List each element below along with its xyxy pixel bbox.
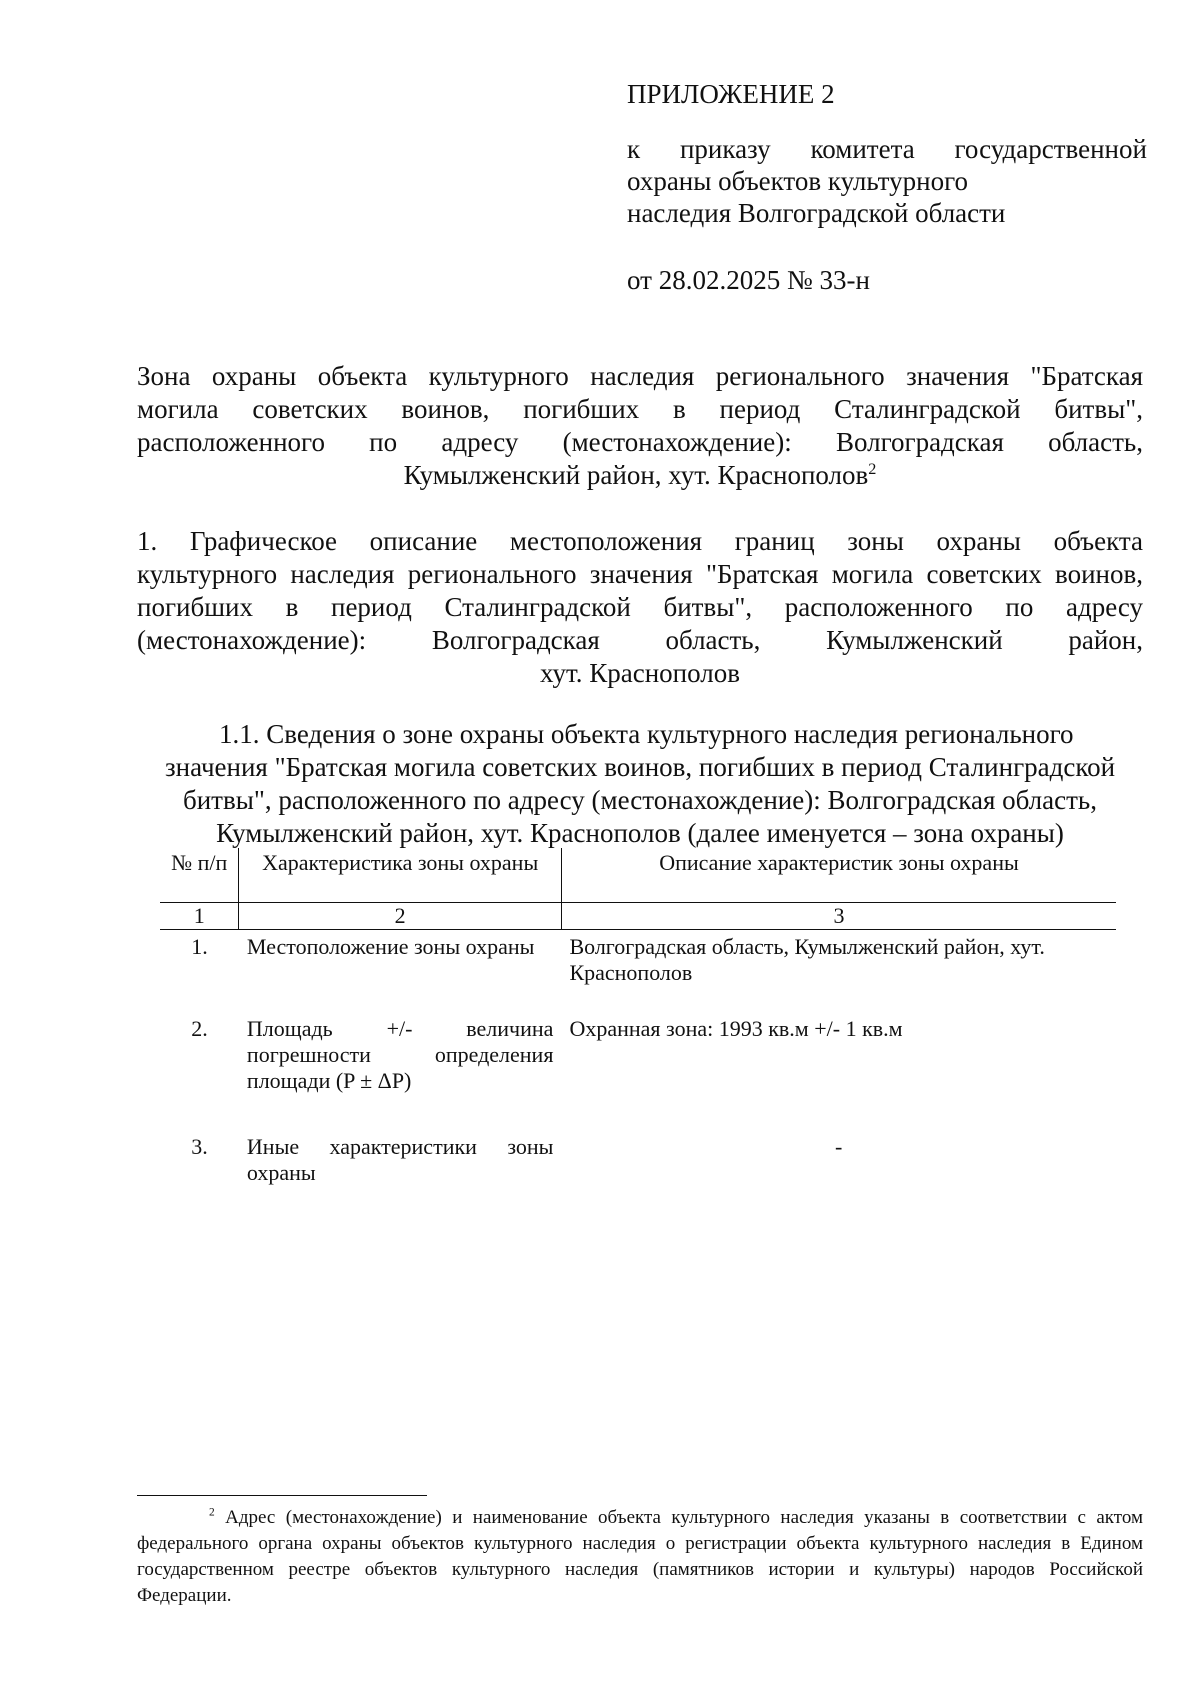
table-row: 3. Иные характеристики зоны охраны - <box>191 1134 843 1185</box>
zone-characteristics-table <box>160 848 1116 1194</box>
footnote-marker: 2 <box>209 1506 215 1519</box>
appendix-order-reference <box>627 133 1147 229</box>
order-date-number: от 28.02.2025 № 33-н <box>627 265 870 295</box>
section-1-title: 1. Графическое описание местоположения границ зоны охраны объекта культурного наследия регионального значения "Братская могила советских воинов, погибших в период Сталинградской битвы", расположенного по адресу (местонахождение): Волгоградская область, Кумылженский район, хут. Краснополов <box>137 526 1143 688</box>
footnote-reference: 2 <box>868 460 877 478</box>
table-column-numbers-row: 1 2 3 <box>160 903 1116 930</box>
appendix-title: ПРИЛОЖЕНИЕ 2 <box>627 79 835 109</box>
header-characteristic: Характеристика зоны охраны <box>239 848 562 903</box>
order-reference-line-2: охраны объектов культурного <box>627 166 968 196</box>
header-number: № п/п <box>160 848 239 903</box>
section-1-1-title: 1.1. Сведения о зоне охраны объекта культурного наследия регионального значения "Братская могила советских воинов, погибших в период Сталинградской битвы", расположенного по адресу (местонахождение): Волгоградская область, Кумылженский район, хут. Краснополов (далее именуется – зона охраны) <box>164 719 1116 848</box>
order-reference-line-3: наследия Волгоградской области <box>627 198 1006 228</box>
table-row: 2. Площадь +/- величина погрешности определения площади (P ± ΔP) Охранная зона: 1993 кв.м +/- 1 кв.м <box>191 1016 903 1093</box>
header-description: Описание характеристик зоны охраны <box>561 848 1116 903</box>
order-reference-line-1: к приказу комитета государственной <box>627 134 1147 164</box>
footnote-text: Адрес (местонахождение) и наименование объекта культурного наследия указаны в соответствии с актом федерального органа охраны объектов культурного наследия о регистрации объекта культурного наследия в Едином государственном реестре объектов культурного наследия (памятников истории и культуры) народов Российской Федерации. <box>137 1507 1143 1606</box>
table-header-row <box>160 848 1116 903</box>
footnote <box>137 1505 1143 1609</box>
document-heading: Зона охраны объекта культурного наследия регионального значения "Братская могила советских воинов, погибших в период Сталинградской битвы", расположенного по адресу (местонахождение): Волгоградская область, Кумылженский район, хут. Краснополов$^2$ <box>137 361 1143 490</box>
table-row: 1. Местоположение зоны охраны Волгоградская область, Кумылженский район, хут. Краснополов <box>191 934 1045 985</box>
footnote-separator <box>137 1495 427 1496</box>
